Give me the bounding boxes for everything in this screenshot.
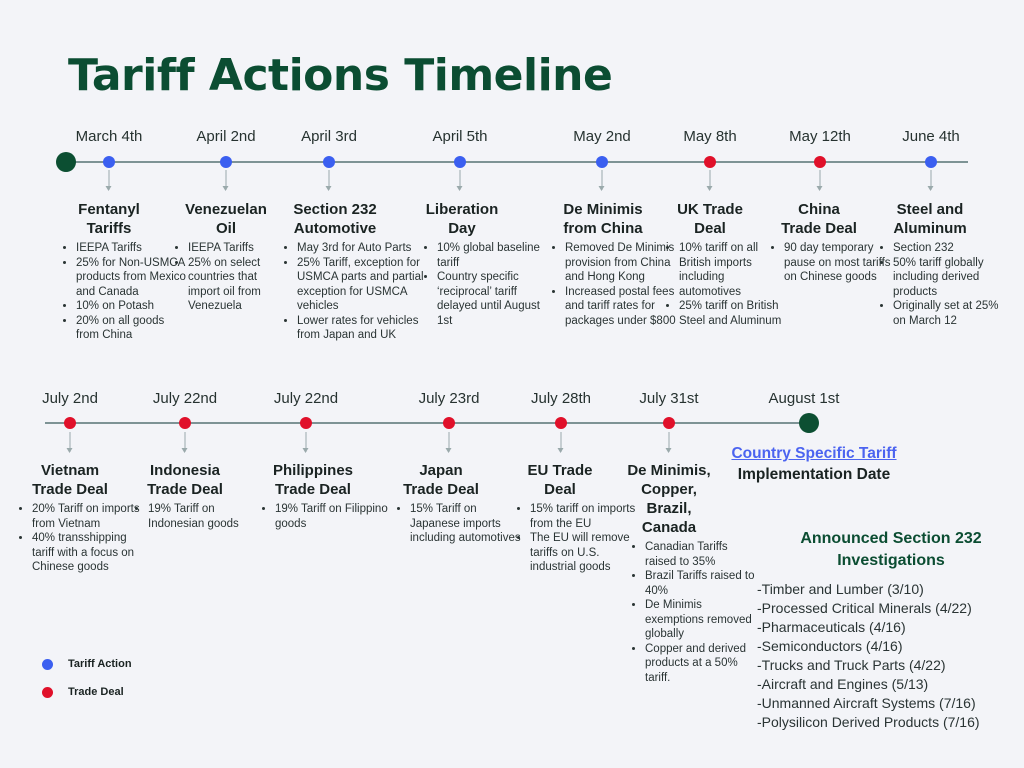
event-detail-item: • 15% tariff on imports from the EU <box>530 502 642 531</box>
event-date: June 4th <box>902 128 960 145</box>
event-heading-line: Steel and <box>896 201 964 218</box>
timeline-start-marker <box>56 152 76 172</box>
legend-tariff-action-label: Tariff Action <box>68 658 132 670</box>
connector-arrow-icon <box>185 432 186 452</box>
event-heading <box>147 461 223 499</box>
trade-deal-dot-icon <box>814 156 826 168</box>
trade-deal-dot-icon <box>555 417 567 429</box>
event-details-list <box>394 502 528 546</box>
event-heading-line: Aluminum <box>893 220 967 237</box>
event-detail-item: • De Minimis exemptions removed globally <box>645 598 759 642</box>
event-heading-line: Trade Deal <box>275 481 351 498</box>
event-heading-line: Trade Deal <box>403 481 479 498</box>
tariff-action-dot-icon <box>220 156 232 168</box>
event-details-list <box>421 241 549 328</box>
event-heading <box>32 461 108 499</box>
investigation-item: -Semiconductors (4/16) <box>757 638 903 654</box>
connector-arrow-icon <box>669 432 670 452</box>
event-detail-item: • 90 day temporary pause on most tariffs on Chinese goods <box>784 241 898 285</box>
event-details-list <box>629 540 759 685</box>
page-title: Tariff Actions Timeline <box>68 50 613 101</box>
event-heading <box>403 461 479 499</box>
event-heading-line: Oil <box>215 220 237 237</box>
event-heading <box>293 200 376 238</box>
event-heading-line: China <box>798 201 840 218</box>
event-heading <box>627 461 710 537</box>
event-detail-item: • Section 232 <box>893 241 1013 256</box>
investigation-item: -Polysilicon Derived Products (7/16) <box>757 714 980 730</box>
event-heading-line: Tariffs <box>86 220 132 237</box>
event-details-list <box>259 502 389 531</box>
tariff-action-dot-icon <box>323 156 335 168</box>
event-heading-line: Deal <box>694 220 726 237</box>
event-heading-line: UK Trade <box>677 201 743 218</box>
event-heading-line: Venezuelan <box>185 201 267 218</box>
timeline-end-marker <box>799 413 819 433</box>
event-details-list <box>281 241 425 343</box>
event-heading <box>426 200 499 238</box>
event-detail-item: • Removed De Minimis provision from China and Hong Kong <box>565 241 677 285</box>
event-detail-item: • 19% Tariff on Filippino goods <box>275 502 389 531</box>
event-detail-item: • The EU will remove tariffs on U.S. industrial goods <box>530 531 642 575</box>
timeline-row-2-line <box>45 422 810 424</box>
event-date: March 4th <box>75 128 143 145</box>
event-heading-line: De Minimis, <box>627 462 711 479</box>
event-heading-line: Automotive <box>293 220 377 237</box>
event-detail-item: • 10% on Potash <box>76 299 188 314</box>
event-heading <box>893 200 966 238</box>
event-date: May 12th <box>789 128 851 145</box>
timeline-row-1-line <box>66 161 968 163</box>
event-detail-item: • 25% on select countries that import oil from Venezuela <box>188 256 282 314</box>
connector-arrow-icon <box>306 432 307 452</box>
event-detail-item: • Originally set at 25% on March 12 <box>893 299 1013 328</box>
investigation-item: -Pharmaceuticals (4/16) <box>757 619 906 635</box>
event-detail-item: • 20% Tariff on imports from Vietnam <box>32 502 146 531</box>
tariff-action-dot-icon <box>103 156 115 168</box>
connector-arrow-icon <box>931 170 932 190</box>
event-detail-item: • 25% tariff on British Steel and Aluminum <box>679 299 787 328</box>
event-date: May 2nd <box>573 128 631 145</box>
event-heading-line: Trade Deal <box>147 481 223 498</box>
event-detail-item: • 20% on all goods from China <box>76 314 188 343</box>
connector-arrow-icon <box>561 432 562 452</box>
event-heading-line: Copper, <box>641 481 697 498</box>
event-detail-item: • Country specific ‘reciprocal’ tariff delayed until August 1st <box>437 270 549 328</box>
trade-deal-dot-icon <box>64 417 76 429</box>
trade-deal-dot-icon <box>179 417 191 429</box>
trade-deal-dot-icon <box>300 417 312 429</box>
tariff-action-dot-icon <box>454 156 466 168</box>
investigation-item: -Unmanned Aircraft Systems (7/16) <box>757 695 976 711</box>
trade-deal-dot-icon <box>704 156 716 168</box>
event-detail-item: • IEEPA Tariffs <box>76 241 188 256</box>
tariff-action-dot-icon <box>42 659 53 670</box>
event-date: April 2nd <box>196 128 256 145</box>
event-heading-line: Day <box>448 220 476 237</box>
investigations-title-line: Investigations <box>837 552 945 569</box>
tariff-action-dot-icon <box>596 156 608 168</box>
connector-arrow-icon <box>329 170 330 190</box>
event-detail-item: • 10% global baseline tariff <box>437 241 549 270</box>
event-details-list <box>16 502 146 575</box>
event-heading-line: Section 232 <box>293 201 377 218</box>
investigation-item: -Processed Critical Minerals (4/22) <box>757 600 972 616</box>
event-detail-item: • Copper and derived products at a 50% tariff. <box>645 642 759 686</box>
investigation-item: -Trucks and Truck Parts (4/22) <box>757 657 946 673</box>
event-heading-line: Indonesia <box>149 462 220 479</box>
event-details-list <box>549 241 677 328</box>
investigation-item: -Timber and Lumber (3/10) <box>757 581 924 597</box>
event-heading-line: Trade Deal <box>781 220 857 237</box>
event-heading-line: Fentanyl <box>78 201 140 218</box>
event-heading <box>78 200 140 238</box>
event-details-list <box>877 241 1013 328</box>
connector-arrow-icon <box>602 170 603 190</box>
event-heading-line: Japan <box>419 462 463 479</box>
connector-arrow-icon <box>460 170 461 190</box>
connector-arrow-icon <box>70 432 71 452</box>
event-date: July 22nd <box>273 390 339 407</box>
event-heading <box>527 461 592 499</box>
investigation-item: -Aircraft and Engines (5/13) <box>757 676 929 692</box>
event-detail-item: • Brazil Tariffs raised to 40% <box>645 569 759 598</box>
event-detail-item: • 40% transshipping tariff with a focus on Chinese goods <box>32 531 146 575</box>
event-heading-line: Liberation <box>425 201 499 218</box>
event-heading <box>185 200 267 238</box>
event-details-list <box>132 502 266 531</box>
event-heading-line: Brazil, <box>646 500 692 517</box>
event-heading-line: Canada <box>641 519 697 536</box>
event-date: April 5th <box>432 128 488 145</box>
event-detail-item: • May 3rd for Auto Parts <box>297 241 425 256</box>
event-detail-item: • Increased postal fees and tariff rates for packages under $800 <box>565 285 677 329</box>
event-date: July 28th <box>530 390 592 407</box>
investigations-title <box>800 528 981 572</box>
event-detail-item: • IEEPA Tariffs <box>188 241 282 256</box>
connector-arrow-icon <box>449 432 450 452</box>
event-heading-line: from China <box>563 220 643 237</box>
event-date: April 3rd <box>301 128 357 145</box>
event-date: July 23rd <box>418 390 480 407</box>
trade-deal-dot-icon <box>663 417 675 429</box>
event-date: July 2nd <box>42 390 98 407</box>
connector-arrow-icon <box>109 170 110 190</box>
event-heading <box>781 200 857 238</box>
connector-arrow-icon <box>710 170 711 190</box>
event-detail-item: • 10% tariff on all British imports including automotives <box>679 241 787 299</box>
event-heading-line: Deal <box>544 481 576 498</box>
event-details-list <box>60 241 188 343</box>
event-date: May 8th <box>683 128 737 145</box>
country-specific-tariff-link[interactable]: Country Specific Tariff <box>731 445 897 462</box>
event-detail-item: • 25% Tariff, exception for USMCA parts and partial exception for USMCA vehicles <box>297 256 425 314</box>
connector-arrow-icon <box>820 170 821 190</box>
event-detail-item: • 50% tariff globally including derived products <box>893 256 1013 300</box>
investigations-title-line: Announced Section 232 <box>800 530 982 547</box>
event-date: July 22nd <box>152 390 218 407</box>
tariff-action-dot-icon <box>925 156 937 168</box>
event-heading-line: Philippines <box>272 462 354 479</box>
legend-trade-deal-label: Trade Deal <box>68 686 124 698</box>
event-heading-line: Vietnam <box>40 462 100 479</box>
event-heading <box>563 200 642 238</box>
trade-deal-dot-icon <box>443 417 455 429</box>
event-heading-line: EU Trade <box>527 462 593 479</box>
event-date-august-1st: August 1st <box>768 390 840 407</box>
event-details-list <box>514 502 642 575</box>
implementation-label <box>731 443 896 485</box>
event-heading <box>677 200 743 238</box>
event-details-list <box>172 241 282 314</box>
event-date: July 31st <box>639 390 699 407</box>
implementation-date-text: Implementation Date <box>737 466 891 483</box>
event-detail-item: • 25% for Non-USMCA products from Mexico and Canada <box>76 256 188 300</box>
investigations-list <box>757 580 980 732</box>
event-detail-item: • Lower rates for vehicles from Japan and UK <box>297 314 425 343</box>
connector-arrow-icon <box>226 170 227 190</box>
event-detail-item: • 15% Tariff on Japanese imports including automotives <box>410 502 528 546</box>
event-heading <box>273 461 353 499</box>
event-heading-line: Trade Deal <box>32 481 108 498</box>
event-detail-item: • Canadian Tariffs raised to 35% <box>645 540 759 569</box>
event-heading-line: De Minimis <box>563 201 643 218</box>
event-detail-item: • 19% Tariff on Indonesian goods <box>148 502 266 531</box>
trade-deal-dot-icon <box>42 687 53 698</box>
